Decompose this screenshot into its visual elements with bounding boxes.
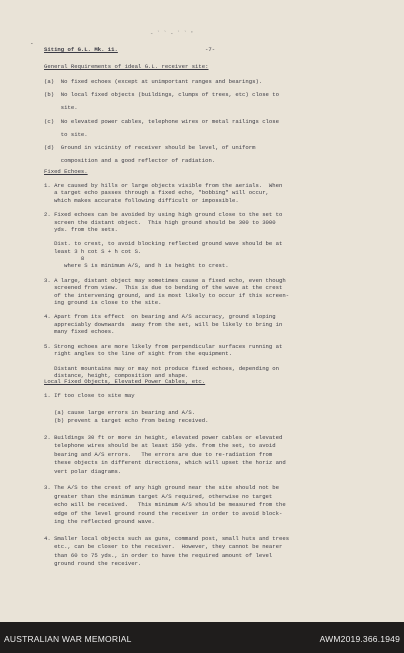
text-line: 2. Buildings 30 ft or more in height, elevated power cables or elevated (44, 434, 283, 441)
text-line: yds. from the sets. (44, 225, 118, 233)
section-title-fixed-echoes: Fixed Echoes. (44, 168, 88, 175)
page-number: -7- (205, 46, 216, 53)
text-line: edge of the level ground round the receiver in order to avoid block- (44, 509, 283, 517)
text-line: 4. Apart from its effect on bearing and A/S accuracy, ground sloping (44, 313, 276, 321)
text-line: ing ground is close to the site. (44, 298, 162, 306)
text-line: appreciably downwards away from the set, will be likely to bring in (44, 320, 283, 328)
text-line: vert polar diagrams. (44, 467, 122, 475)
text-line: than 60 to 75 yds., in order to have the required amount of level (44, 551, 273, 559)
text-line: 8 (44, 255, 85, 262)
text-line: etc., can be closer to the receiver. However, they cannot be nearer (44, 543, 283, 551)
text-line: 5. Strong echoes are more likely from perpendicular surfaces running at (44, 342, 283, 350)
text-line: ground round the receiver. (44, 560, 142, 567)
text-line: which makes accurate following difficult or impossible. (44, 196, 239, 204)
text-line: (c) No elevated power cables, telephone wires or metal railings close (44, 117, 279, 125)
text-line: 4. Smaller local objects such as guns, command post, small huts and trees (44, 534, 290, 542)
text-line: where S is minimum A/S, and h is height to crest. (44, 262, 229, 270)
margin-mark: - (30, 40, 34, 47)
text-line: (b) prevent a target echo from being received. (44, 417, 209, 425)
text-line: to site. (44, 130, 88, 138)
text-line: 1. If too close to site may (44, 392, 135, 399)
text-line: many fixed echoes. (44, 328, 115, 335)
text-line: (a) cause large errors in bearing and A/S. (44, 408, 196, 416)
text-line: 3. A large, distant object may sometimes cause a fixed echo, even though (44, 276, 286, 284)
text-line: distance, height, composition and shape. (44, 371, 189, 379)
text-line: 2. Fixed echoes can be avoided by using high ground close to the set to (44, 211, 283, 219)
text-line: ing the reflected ground wave. (44, 518, 155, 525)
text-line: (b) No local fixed objects (buildings, clumps of trees, etc) close to (44, 91, 279, 99)
text-line: 1. Are caused by hills or large objects visible from the aerials. When (44, 182, 283, 189)
section-title-local-objects: Local Fixed Objects, Elevated Power Cables, etc. (44, 378, 206, 385)
text-line: screen the distant object. This high ground should be 300 to 3000 (44, 218, 276, 226)
text-line: bearing and A/S errors. The errors are due to re-radiation from (44, 450, 273, 458)
section-title-general: General Requirements of ideal G.L. receiver site: (44, 63, 209, 70)
text-line: Dist. to crest, to avoid blocking reflected ground wave should be at (44, 240, 283, 248)
text-line: echo will be received. This minimum A/S should be measured from the (44, 501, 286, 509)
text-line: composition and a good reflector of radiation. (44, 157, 216, 165)
text-line: (d) Ground in vicinity of receiver should be level, of uniform (44, 144, 256, 151)
top-marks: - ` ` - ` ` ' (150, 30, 194, 37)
archive-footer (0, 622, 404, 653)
text-line: a target echo passes through a fixed echo, "bobbing" will occur, (44, 189, 269, 197)
footer-institution: AUSTRALIAN WAR MEMORIAL (4, 634, 132, 644)
text-line: telephone wires should be at least 150 yds. from the set, to avoid (44, 442, 276, 450)
text-line: screened from view. This is due to bending of the wave at the crest (44, 284, 283, 292)
text-line: of the intervening ground, and is most likely to occur if this screen- (44, 291, 290, 299)
text-line: right angles to the line of sight from the equipment. (44, 349, 232, 357)
heading-line: Siting of G.L. Mk. 11. (44, 46, 118, 53)
text-line: 3. The A/S to the crest of any high ground near the site should not be (44, 484, 279, 492)
text-line: greater than the minimum target A/S required, otherwise no target (44, 492, 273, 500)
footer-accession-number: AWM2019.366.1949 (319, 634, 400, 644)
text-line: these objects in different directions, which will upset the horiz and (44, 459, 286, 467)
text-line: (a) No fixed echoes (except at unimportant ranges and bearings). (44, 78, 263, 85)
text-line: Distant mountains may or may not produce fixed echoes, depending on (44, 364, 279, 372)
text-line: least 3 h cot S + h cot S. (44, 247, 142, 255)
text-line: site. (44, 104, 78, 112)
